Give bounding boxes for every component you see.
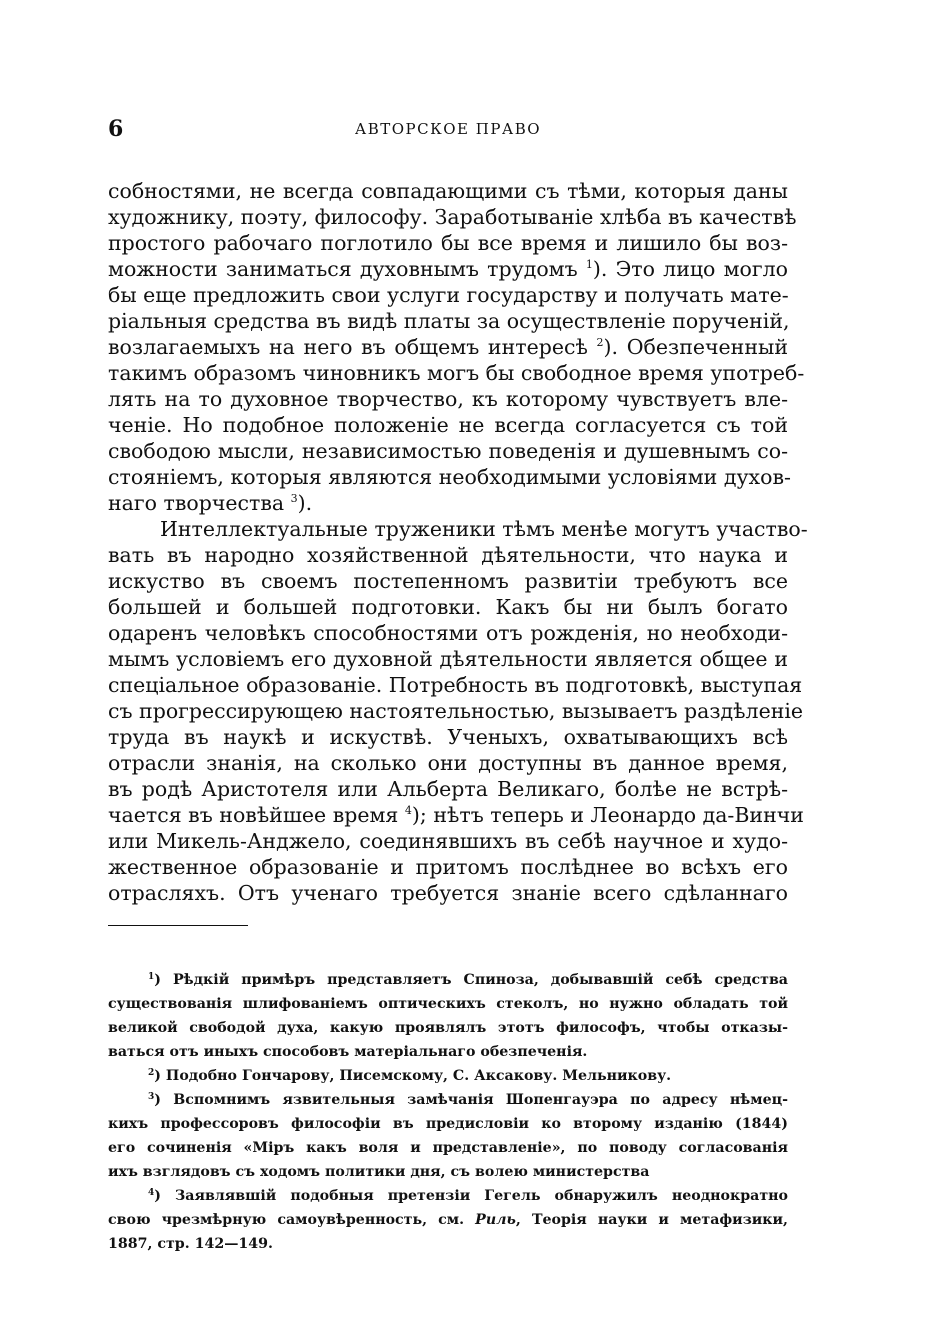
footnote-line <box>108 968 788 992</box>
text-line: съ прогрессирующею настоятельностью, вызываетъ раздѣленіе <box>108 699 804 723</box>
text-line: мымъ условіемъ его духовной дѣятельности является общее и <box>108 647 788 671</box>
text-line: одаренъ человѣкъ способностями отъ рожденія, но необходи- <box>108 621 788 645</box>
footnote-line: великой свободой духа, какую проявлялъ этотъ философъ, чтобы отказы- <box>108 1020 788 1036</box>
text-line: ріальныя средства въ видѣ платы за осуществленіе порученій, <box>108 309 790 333</box>
text-segment: ). Обезпеченный <box>603 335 788 359</box>
footnote-line <box>108 1064 788 1088</box>
running-title: АВТОРСКОЕ ПРАВО <box>354 120 542 138</box>
text-line <box>108 802 804 828</box>
text-line: вать въ народно хозяйственной дѣятельности, что наука и <box>108 543 788 567</box>
text-segment: возлагаемыхъ на него въ общемъ интересѣ <box>108 335 588 359</box>
footnote-marker: 2 <box>148 1068 155 1078</box>
text-line: спеціальное образованіе. Потребность въ подготовкѣ, выступая <box>108 673 803 697</box>
text-line: простого рабочаго поглотило бы все время и лишило бы воз- <box>108 231 788 255</box>
text-line: такимъ образомъ чиновникъ могъ бы свободное время употреб- <box>108 361 805 385</box>
footnote-text: свою чрезмѣрную самоувѣренность, см. <box>108 1212 465 1228</box>
text-line <box>108 334 788 360</box>
footnote-ref: 3 <box>290 492 298 505</box>
text-line: стояніемъ, которыя являются необходимыми условіями духов- <box>108 465 791 489</box>
text-line: бы еще предложить свои услуги государству и получать мате- <box>108 283 789 307</box>
footnote-line: существованія шлифованіемъ оптическихъ стеколъ, но нужно обладать той <box>108 996 788 1012</box>
footnote-text: ) Заявлявшій подобныя претензіи Гегель обнаружилъ неоднократно <box>154 1188 788 1204</box>
text-segment: ); нѣтъ теперь и Леонардо да-Винчи <box>411 803 804 827</box>
page-number: 6 <box>108 116 124 142</box>
text-line: отрасляхъ. Отъ ученаго требуется знаніе всего сдѣланнаго <box>108 881 788 905</box>
text-segment: ). <box>297 491 313 515</box>
text-line: ченіе. Но подобное положеніе не всегда согласуется съ той <box>108 413 788 437</box>
text-line: въ родѣ Аристотеля или Альберта Великаго, болѣе не встрѣ- <box>108 777 788 801</box>
footnote-ref: 2 <box>596 336 604 349</box>
footnote-ref: 1 <box>585 258 593 271</box>
text-line <box>108 490 788 516</box>
text-line: жественное образованіе и притомъ послѣднее во всѣхъ его <box>108 855 788 879</box>
text-line <box>108 256 788 282</box>
footnote-text: ) Рѣдкій примѣръ представляетъ Спиноза, добывавшій себѣ средства <box>154 972 788 988</box>
text-line: труда въ наукѣ и искуствѣ. Ученыхъ, охватывающихъ всѣ <box>108 725 788 749</box>
text-segment: чается въ новѣйшее время <box>108 803 399 827</box>
footnote-ref: 4 <box>404 804 412 817</box>
footnote-line: ваться отъ иныхъ способовъ матеріальнаго обезпеченія. <box>108 1044 588 1060</box>
text-line: отрасли знанія, на сколько они доступны въ данное время, <box>108 751 788 775</box>
text-line: большей и большей подготовки. Какъ бы ни былъ богато <box>108 595 788 619</box>
text-segment: наго творчества <box>108 491 285 515</box>
footnote-line: кихъ профессоровъ философіи въ предисловіи ко второму изданію (1844) <box>108 1116 788 1132</box>
page-header <box>108 116 788 146</box>
text-line: искуство въ своемъ постепенномъ развитіи требуютъ все <box>108 569 788 593</box>
footnote-line: ихъ взглядовъ съ ходомъ политики дня, съ волею министерства <box>108 1164 650 1180</box>
footnote-line <box>108 1088 788 1112</box>
text-line: свободою мысли, независимостью поведенія и душевнымъ со- <box>108 439 788 463</box>
main-text <box>108 178 808 906</box>
text-line: собностями, не всегда совпадающими съ тѣми, которыя даны <box>108 179 788 203</box>
cited-author: Риль <box>475 1212 516 1228</box>
footnote-line <box>108 1208 788 1232</box>
text-segment: можности заниматься духовнымъ трудомъ <box>108 257 578 281</box>
footnote-marker: 4 <box>148 1188 155 1198</box>
footnote-text: ) Подобно Гончарову, Писемскому, С. Аксакову. Мельникову. <box>154 1068 672 1084</box>
footnote-marker: 3 <box>148 1092 155 1102</box>
text-line: или Микель-Анджело, соединявшихъ въ себѣ научное и худо- <box>108 829 788 853</box>
text-line: Интеллектуальные труженики тѣмъ менѣе могутъ участво- <box>160 517 808 541</box>
footnotes <box>108 968 788 1256</box>
footnote-line: 1887, стр. 142—149. <box>108 1236 273 1252</box>
footnote-line <box>108 1184 788 1208</box>
text-line: художнику, поэту, философу. Заработываніе хлѣба въ качествѣ <box>108 205 797 229</box>
text-segment: ). Это лицо могло <box>592 257 788 281</box>
footnote-divider <box>108 925 248 926</box>
footnote-line: его сочиненія «Міръ какъ воля и представленіе», по поводу согласованія <box>108 1140 788 1156</box>
text-line: лять на то духовное творчество, къ которому чувствуетъ вле- <box>108 387 788 411</box>
footnote-text: ) Вспомнимъ язвительныя замѣчанія Шопенгауэра по адресу нѣмец- <box>154 1092 788 1108</box>
footnote-text: , Теорія науки и метафизики, <box>515 1212 788 1228</box>
footnote-marker: 1 <box>148 972 155 982</box>
